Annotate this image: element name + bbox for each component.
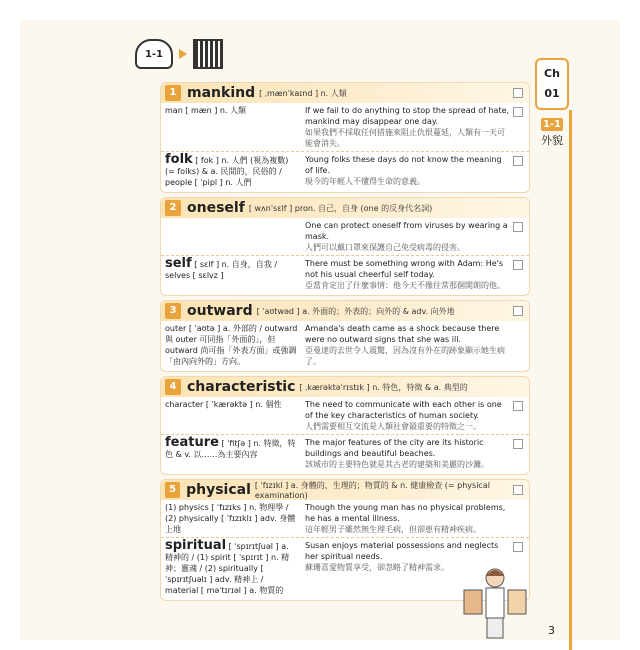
entry-header bbox=[161, 83, 529, 103]
entry-number: 3 bbox=[165, 303, 181, 319]
entry-row bbox=[161, 397, 529, 434]
vocab-list bbox=[160, 82, 530, 605]
checkbox[interactable] bbox=[513, 542, 523, 552]
example-en: Though the young man has no physical problems, he has a mental illness. bbox=[305, 503, 506, 523]
checkbox[interactable] bbox=[513, 306, 523, 316]
vocab-group bbox=[160, 376, 530, 475]
example-zh: 如果我們不採取任何措施來阻止仇恨蔓延，人類有一天可能會消失。 bbox=[305, 128, 505, 148]
example-en: The need to communicate with each other is one of the key characteristics of human society. bbox=[305, 400, 502, 420]
headword: outward bbox=[187, 303, 253, 319]
related-word: man [ mæn ] n. 人類 bbox=[165, 106, 247, 115]
related-word: (1) physics [ ˈfɪzɪks ] n. 物理學 / (2) physically [ ˈfɪzɪklɪ ] adv. 身體上地 bbox=[165, 503, 296, 534]
section-title: 外貌 bbox=[541, 134, 563, 147]
vocab-group bbox=[160, 300, 530, 372]
sub-headword: folk bbox=[165, 152, 193, 167]
sub-meta: [ sɛlf ] n. 自身，自我 / selves [ sɛlvz ] bbox=[165, 260, 278, 280]
checkbox[interactable] bbox=[513, 222, 523, 232]
shopping-woman-illustration bbox=[460, 560, 530, 640]
entry-header bbox=[161, 301, 529, 321]
play-icon[interactable] bbox=[179, 49, 187, 59]
example-en: One can protect oneself from viruses by wearing a mask. bbox=[305, 221, 508, 241]
related-word: character [ ˈkærəktə ] n. 個性 bbox=[165, 400, 282, 409]
entry-row bbox=[161, 434, 529, 472]
headword-meta: [ ˈaʊtwəd ] a. 外面的；外表的；向外的 & adv. 向外地 bbox=[256, 306, 455, 316]
sub-headword: self bbox=[165, 256, 192, 271]
example-zh: 現今的年輕人不懂得生命的意義。 bbox=[305, 177, 425, 186]
example-zh: 人們可以戴口罩來保護自己免受病毒的侵害。 bbox=[305, 243, 465, 252]
entry-row bbox=[161, 500, 529, 537]
entry-header bbox=[161, 480, 529, 500]
checkbox[interactable] bbox=[513, 107, 523, 117]
divider bbox=[569, 110, 572, 650]
chapter-number: 01 bbox=[544, 87, 560, 100]
example-en: The major features of the city are its historic buildings and beautiful beaches. bbox=[305, 438, 484, 458]
sub-headword: feature bbox=[165, 435, 219, 450]
entry-number: 4 bbox=[165, 379, 181, 395]
entry-row bbox=[161, 103, 529, 151]
entry-row bbox=[161, 321, 529, 369]
sub-meta: [ ˈspɪrɪtʃuəl ] a. 精神的 / (1) spirit [ ˈspɪrɪt ] n. 精神；靈魂 / (2) spiritually [ ˈspɪrɪtʃuəlɪ ] adv. 精神上 / material [ məˈtɪrɪəl ] a. 物質的 bbox=[165, 542, 290, 595]
example-en: Amanda's death came as a shock because there were no outward signs that she was ill. bbox=[305, 324, 500, 344]
example-en: Susan enjoys material possessions and neglects her spiritual needs. bbox=[305, 541, 499, 561]
example-zh: 人們需要相互交流是人類社會最重要的特徵之一。 bbox=[305, 422, 481, 431]
checkbox[interactable] bbox=[513, 88, 523, 98]
example-en: If we fail to do anything to stop the spread of hate, mankind may disappear one day. bbox=[305, 106, 510, 126]
entry-row bbox=[161, 151, 529, 190]
headword-meta: [ ˌkærəktəˈrɪstɪk ] n. 特色，特徵 & a. 典型的 bbox=[299, 382, 468, 392]
headphones-icon bbox=[135, 39, 173, 69]
entry-number: 1 bbox=[165, 85, 181, 101]
page bbox=[20, 20, 620, 640]
checkbox[interactable] bbox=[513, 439, 523, 449]
example-en: Young folks these days do not know the meaning of life. bbox=[305, 155, 502, 175]
related-word: outer [ ˈaʊtə ] a. 外部的 / outward 與 outer 可同指「外面的」，但 outward 尚可指「外表方面」或強調「由內向外的」方向。 bbox=[165, 324, 298, 366]
example-zh: 蘇珊喜愛物質享受，卻忽略了精神需求。 bbox=[305, 563, 449, 572]
unit-number: 1-1 bbox=[144, 48, 164, 60]
unit-header bbox=[135, 26, 223, 82]
headword: physical bbox=[186, 482, 251, 498]
sub-meta: [ ˈfitʃə ] n. 特徵，特色 & v. 以……為主要內容 bbox=[165, 439, 296, 459]
related-word bbox=[165, 220, 305, 253]
section-number: 1-1 bbox=[542, 119, 562, 130]
entry-row bbox=[161, 218, 529, 255]
chapter-label: Ch bbox=[544, 67, 560, 80]
example-zh: 亞曼達的去世令人震驚，因為沒有外在的跡象顯示她生病了。 bbox=[305, 346, 505, 366]
example-zh: 這年輕男子雖然無生理毛病，但卻患有精神疾病。 bbox=[305, 525, 481, 534]
example-zh: 亞當肯定出了什麼事情：他今天不像往常那個開朗的他。 bbox=[305, 281, 505, 290]
example-zh: 該城市的主要特色就是其古老的建築和美麗的沙灘。 bbox=[305, 460, 489, 469]
headword: mankind bbox=[187, 85, 256, 101]
entry-row bbox=[161, 255, 529, 293]
headword-meta: [ ˌmænˈkaɪnd ] n. 人類 bbox=[259, 88, 347, 98]
entry-number: 5 bbox=[165, 482, 180, 498]
section-tab[interactable] bbox=[541, 118, 563, 147]
qr-code-icon[interactable] bbox=[193, 39, 223, 69]
checkbox[interactable] bbox=[513, 260, 523, 270]
entry-header bbox=[161, 198, 529, 218]
headword-meta: [ ˈfɪzɪkl ] a. 身體的，生理的；物質的 & n. 健康檢查 (= physical examination) bbox=[254, 481, 490, 500]
chapter-tab[interactable] bbox=[535, 58, 569, 110]
entry-number: 2 bbox=[165, 200, 181, 216]
headword: oneself bbox=[187, 200, 245, 216]
sub-meta: [ fok ] n. 人們 (視為複數) (= folks) & a. 民間的，民俗的 / people [ ˈpipl ] n. 人們 bbox=[165, 156, 289, 187]
headword: characteristic bbox=[187, 379, 296, 395]
vocab-group bbox=[160, 82, 530, 193]
checkbox[interactable] bbox=[513, 156, 523, 166]
headword-meta: [ wʌnˈsɛlf ] pron. 自己，自身 (one 的反身代名詞) bbox=[248, 203, 433, 213]
checkbox[interactable] bbox=[513, 485, 523, 495]
entry-header bbox=[161, 377, 529, 397]
vocab-group bbox=[160, 197, 530, 296]
example-en: There must be something wrong with Adam: He's not his usual cheerful self today. bbox=[305, 259, 504, 279]
checkbox[interactable] bbox=[513, 401, 523, 411]
sub-headword: spiritual bbox=[165, 538, 227, 553]
page-number: 3 bbox=[548, 624, 555, 637]
